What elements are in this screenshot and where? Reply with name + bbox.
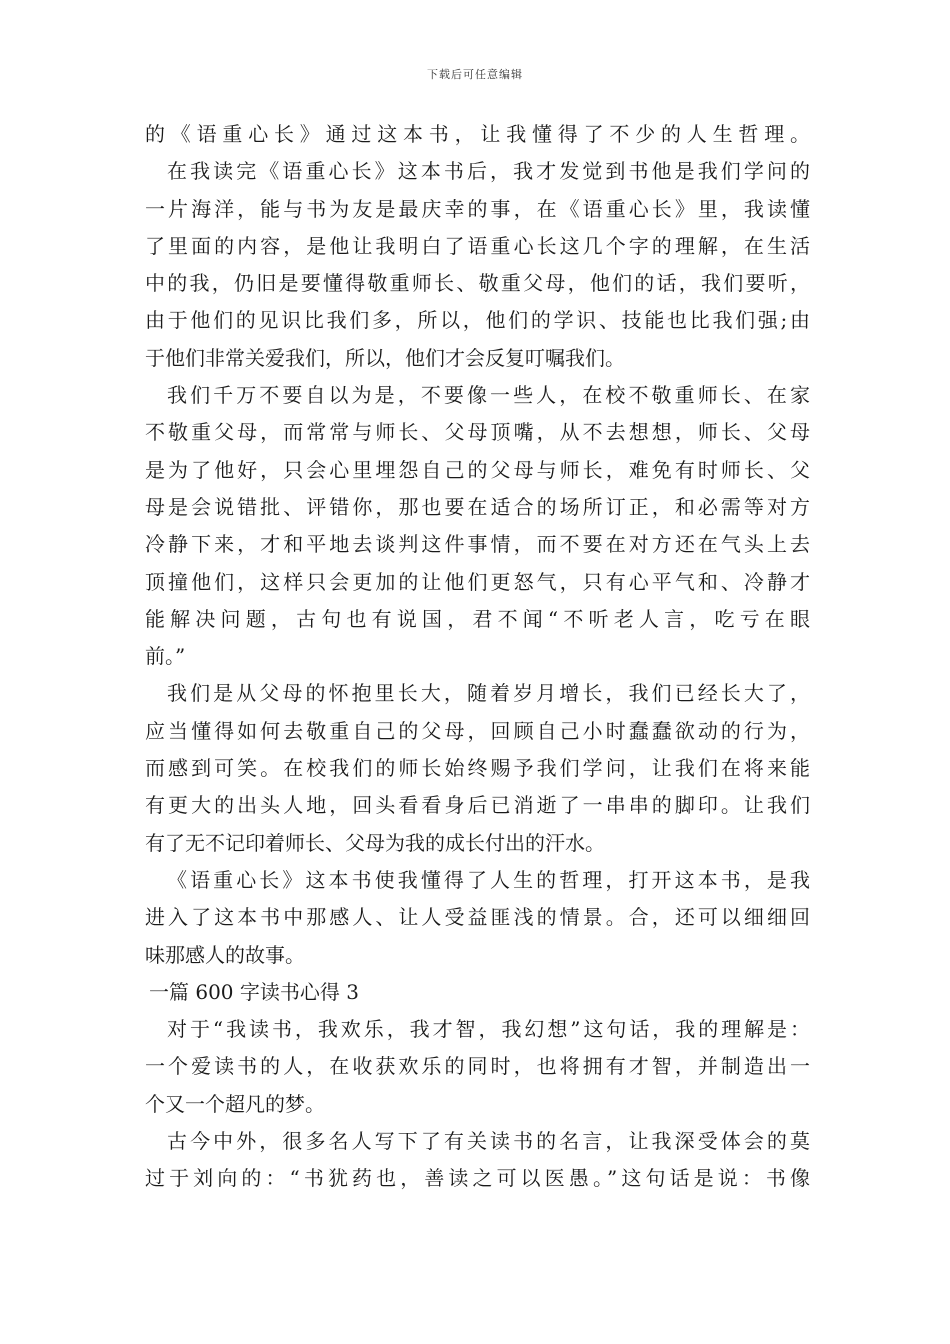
text-line: 是为了他好，只会心里埋怨自己的父母与师长，难免有时师长、父 [145, 457, 810, 482]
text-line: 不敬重父母，而常常与师长、父母顶嘴，从不去想想，师长、父母 [145, 420, 810, 445]
text-line: 《语重心长》这本书使我懂得了人生的哲理，打开这本书，是我 [167, 867, 810, 892]
text-line: 古今中外，很多名人写下了有关读书的名言，让我深受体会的莫 [167, 1129, 810, 1154]
text-line: 母是会说错批、评错你，那也要在适合的场所订正，和必需等对方 [145, 494, 810, 519]
text-line: 冷静下来，才和平地去谈判这件事情，而不要在对方还在气头上去 [145, 532, 810, 557]
text-line: 进入了这本书中那感人、让人受益匪浅的情景。合，还可以细细回 [145, 905, 810, 930]
text-line: 有了无不记印着师长、父母为我的成长付出的汗水。 [145, 830, 605, 855]
text-line: 于他们非常关爱我们，所以，他们才会反复叮嘱我们。 [145, 345, 625, 370]
text-line: 顶撞他们，这样只会更加的让他们更怒气，只有心平气和、冷静才 [145, 569, 810, 594]
text-line: 一个爱读书的人，在收获欢乐的同时，也将拥有才智，并制造出一 [145, 1054, 810, 1079]
text-line: 个又一个超凡的梦。 [145, 1091, 325, 1116]
document-body [145, 116, 810, 1198]
text-line: 了里面的内容，是他让我明白了语重心长这几个字的理解，在生活 [145, 233, 810, 258]
text-line: 我们千万不要自以为是，不要像一些人，在校不敬重师长、在家 [167, 383, 810, 408]
text-line: 一片海洋，能与书为友是最庆幸的事，在《语重心长》里，我读懂 [145, 196, 810, 221]
text-line: 应当懂得如何去敬重自己的父母，回顾自己小时蠢蠢欲动的行为， [145, 718, 810, 743]
text-line: 对于“我读书，我欢乐，我才智，我幻想”这句话，我的理解是： [167, 1017, 810, 1042]
text-line: 在我读完《语重心长》这本书后，我才发觉到书他是我们学问的 [167, 159, 810, 184]
text-line: 味那感人的故事。 [145, 942, 305, 967]
section-heading: 一篇 600 字读书心得 3 [149, 979, 359, 1004]
text-line: 前。” [145, 644, 186, 669]
text-line: 的《语重心长》通过这本书，让我懂得了不少的人生哲理。 [145, 122, 810, 146]
text-line: 由于他们的见识比我们多，所以，他们的学识、技能也比我们强;由 [145, 308, 810, 333]
text-line: 有更大的出头人地，回头看看身后已消逝了一串串的脚印。让我们 [145, 793, 810, 818]
page-header: 下载后可任意编辑 [427, 68, 523, 81]
text-line: 能解决问题，古句也有说国，君不闻“不听老人言，吃亏在眼 [145, 606, 810, 631]
text-line: 我们是从父母的怀抱里长大，随着岁月增长，我们已经长大了， [167, 681, 810, 706]
text-line: 而感到可笑。在校我们的师长始终赐予我们学问，让我们在将来能 [145, 756, 810, 781]
text-line: 过于刘向的：“书犹药也，善读之可以医愚。”这句话是说：书像 [145, 1166, 810, 1191]
text-line: 中的我，仍旧是要懂得敬重师长、敬重父母，他们的话，我们要听， [145, 271, 810, 296]
